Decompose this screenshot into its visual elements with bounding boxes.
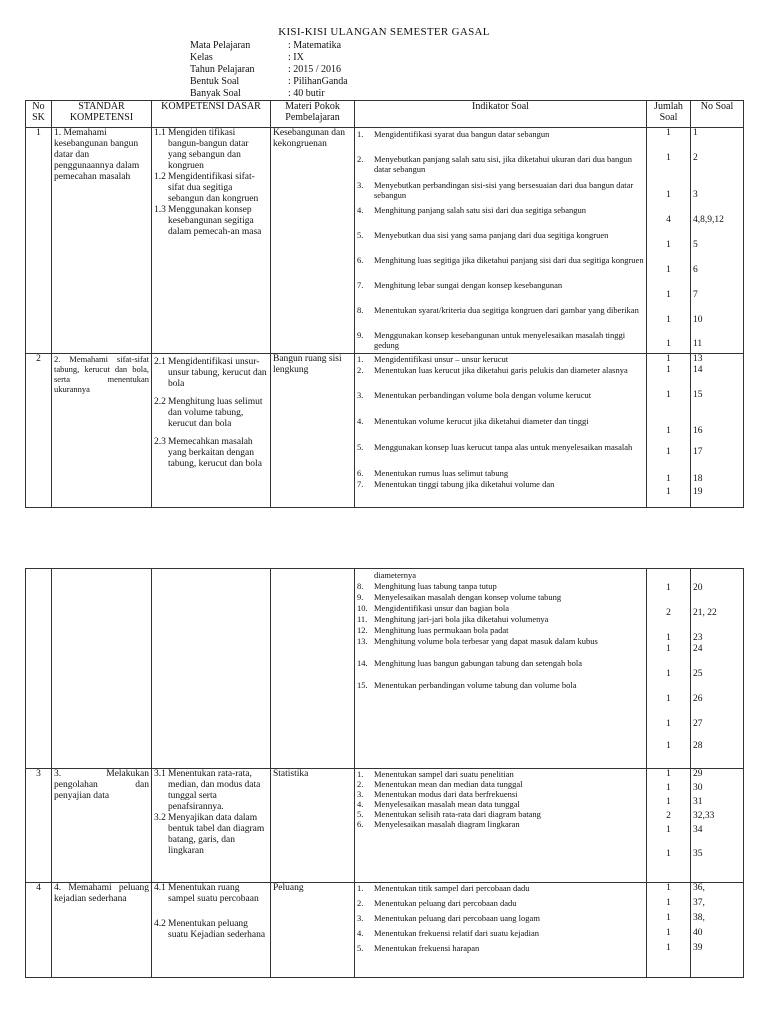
- indikator-item: 12. Menghitung luas permukaan bola padat: [357, 625, 509, 635]
- info-label: Mata Pelajaran: [190, 40, 251, 51]
- indikator-item: 5. Menggunakan konsep luas kerucut tanpa alas untuk menyelesaikan masalah: [357, 442, 633, 452]
- indikator-item: 11. Menghitung jari-jari bola jika diketahui volumenya: [357, 614, 549, 624]
- indikator-item: 1. Menentukan sampel dari suatu penelitian: [357, 769, 514, 779]
- header-standar-kompetensi: STANDAR KOMPETENSI: [52, 101, 152, 128]
- indikator-item: 4. Menentukan volume kerucut jika diketahui diameter dan tinggi: [357, 416, 589, 426]
- table-row-continuation: [26, 569, 744, 769]
- indikator-item: 14. Menghitung luas bangun gabungan tabung dan setengah bola: [357, 658, 582, 668]
- indikator-item: 5. Menentukan frekuensi harapan: [357, 943, 480, 953]
- document-title: KISI-KISI ULANGAN SEMESTER GASAL: [278, 26, 490, 38]
- cell-no: 1: [26, 128, 52, 354]
- kd-item: 2.2 Menghitung luas selimut dan volume tabung, kerucut dan bola: [154, 397, 263, 429]
- indikator-item: 13. Menghitung volume bola terbesar yang dapat masuk dalam kubus: [357, 636, 598, 646]
- header-no-sk: No SK: [26, 101, 52, 128]
- indikator-item: 1. Menentukan titik sampel dari percobaan dadu: [357, 883, 530, 893]
- indikator-item: 6. Menyelesaikan masalah diagram lingkaran: [357, 819, 520, 829]
- cell-kompetensi-dasar: [152, 769, 271, 883]
- indikator-item: 4. Menghitung panjang salah satu sisi dari dua segitiga sebangun: [357, 205, 586, 215]
- table-row: [26, 883, 744, 978]
- indikator-item: 6. Menentukan rumus luas selimut tabung: [357, 468, 509, 478]
- header-materi-pokok: Materi Pokok Pembelajaran: [271, 101, 355, 128]
- indikator-item: 5. Menyebutkan dua sisi yang sama panjang dari dua segitiga kongruen: [357, 230, 609, 240]
- info-label: Tahun Pelajaran: [190, 64, 255, 75]
- header-jumlah-soal: Jumlah Soal: [647, 101, 691, 128]
- kisi-kisi-table-page1: [25, 100, 744, 508]
- cell-materi-pokok: Peluang: [271, 883, 355, 978]
- indikator-item: 2. Menentukan peluang dari percobaan dadu: [357, 898, 517, 908]
- kd-item: 3.1 Menentukan rata-rata, median, dan modus data tunggal serta penafsirannya.: [154, 769, 261, 812]
- cell-no-soal: 29 30 31 32,33 34 35: [691, 769, 744, 883]
- cell-indikator-soal: [355, 354, 647, 508]
- table-header-row: [26, 101, 744, 128]
- info-value: : PilihanGanda: [288, 76, 348, 87]
- indikator-item: 10. Mengidentifikasi unsur dan bagian bola: [357, 603, 510, 613]
- indikator-item: 2. Menyebutkan panjang salah satu sisi, jika diketahui ukuran dari dua bangun datar sebangun: [357, 154, 633, 174]
- cell-no: 2: [26, 354, 52, 508]
- indikator-item: 5. Menentukan selisih rata-rata dari diagram batang: [357, 809, 541, 819]
- cell-no-soal: 13 14 15 16 17 18 19: [691, 354, 744, 508]
- kd-item: 1.1 Mengiden tifikasi bangun-bangun datar yang sebangun dan kongruen: [154, 128, 249, 171]
- cell-standar-kompetensi: 3. Melakukan pengolahan dan penyajian data: [52, 769, 152, 883]
- indikator-item: 2. Menentukan luas kerucut jika diketahui garis pelukis dan diameter alasnya: [357, 365, 628, 375]
- info-label: Bentuk Soal: [190, 76, 240, 87]
- cell-indikator-soal: [355, 569, 647, 769]
- cell-jumlah-soal: 1 1 1 2 1 1: [647, 769, 691, 883]
- indikator-item: 1. Mengidentifikasi unsur – unsur kerucut: [357, 354, 509, 364]
- cell-kompetensi-dasar: [152, 354, 271, 508]
- cell-no-soal: 36, 37, 38, 40 39: [691, 883, 744, 978]
- cell-indikator-soal: [355, 128, 647, 354]
- info-bentuk-soal: [190, 76, 348, 88]
- indikator-item: 1. Mengidentifikasi syarat dua bangun datar sebangun: [357, 129, 550, 139]
- cell-no: 4: [26, 883, 52, 978]
- indikator-item: 3. Menyebutkan perbandingan sisi-sisi yang bersesuaian dari dua bangun datar sebangun: [357, 180, 634, 200]
- info-value: : IX: [288, 52, 304, 63]
- cell-no-soal: 1 2 3 4,8,9,12 5 6 7 10 11: [691, 128, 744, 354]
- cell-jumlah-soal: 1 2 1 1 1 1 1 1: [647, 569, 691, 769]
- info-banyak-soal: [190, 88, 325, 100]
- indikator-item: 3. Menentukan modus dari data berfrekuensi: [357, 789, 518, 799]
- kisi-kisi-table-page2: [25, 568, 744, 978]
- indikator-item: 4. Menentukan frekuensi relatif dari suatu kejadian: [357, 928, 539, 938]
- info-label: Banyak Soal: [190, 88, 241, 99]
- cell-kompetensi-dasar: [152, 128, 271, 354]
- info-label: Kelas: [190, 52, 213, 63]
- cell-no-soal: 20 21, 22 23 24 25 26 27 28: [691, 569, 744, 769]
- indikator-item: 3. Menentukan perbandingan volume bola dengan volume kerucut: [357, 390, 592, 400]
- kd-item: 4.1 Menentukan ruang sampel suatu percobaan: [154, 883, 259, 904]
- header-indikator-soal: Indikator Soal: [355, 101, 647, 128]
- kd-item: 2.3 Memecahkan masalah yang berkaitan dengan tabung, kerucut dan bola: [154, 437, 262, 469]
- kd-item: 2.1 Mengidentifikasi unsur-unsur tabung, kerucut dan bola: [154, 357, 267, 389]
- cell-materi-pokok: Bangun ruang sisi lengkung: [271, 354, 355, 508]
- indikator-item: 7. Menghitung lebar sungai dengan konsep kesebangunan: [357, 280, 563, 290]
- cell-kompetensi-dasar: [152, 883, 271, 978]
- indikator-item: 2. Menentukan mean dan median data tunggal: [357, 779, 523, 789]
- indikator-item: diameternya: [374, 570, 417, 580]
- table-row: [26, 769, 744, 883]
- info-mata-pelajaran: [190, 40, 341, 52]
- kd-item: 1.3 Menggunakan konsep kesebangunan segitiga dalam pemecah-an masa: [154, 205, 262, 237]
- table-row: [26, 354, 744, 508]
- indikator-item: 4. Menyelesaikan masalah mean data tunggal: [357, 799, 520, 809]
- indikator-item: 15. Menentukan perbandingan volume tabung dan volume bola: [357, 680, 577, 690]
- table-row: [26, 128, 744, 354]
- cell-standar-kompetensi: 4. Memahami peluang kejadian sederhana: [52, 883, 152, 978]
- info-value: : 40 butir: [288, 88, 325, 99]
- indikator-item: 7. Menentukan tinggi tabung jika diketahui volume dan: [357, 479, 555, 489]
- indikator-item: 3. Menentukan peluang dari percobaan uang logam: [357, 913, 540, 923]
- info-tahun-pelajaran: [190, 64, 341, 76]
- cell-indikator-soal: [355, 883, 647, 978]
- header-no-soal: No Soal: [691, 101, 744, 128]
- info-kelas: [190, 52, 304, 64]
- indikator-item: 9. Menyelesaikan masalah dengan konsep volume tabung: [357, 592, 562, 602]
- cell-indikator-soal: [355, 769, 647, 883]
- indikator-item: 8. Menentukan syarat/kriteria dua segitiga kongruen dari gambar yang diberikan: [357, 305, 639, 315]
- cell-jumlah-soal: 1 1 1 1 1: [647, 883, 691, 978]
- indikator-item: 8. Menghitung luas tabung tanpa tutup: [357, 581, 497, 591]
- indikator-item: 9. Menggunakan konsep kesebangunan untuk menyelesaikan masalah tinggi gedung: [357, 330, 626, 350]
- cell-standar-kompetensi: 2. Memahami sifat-sifat tabung, kerucut dan bola, serta menentukan ukurannya: [52, 354, 152, 508]
- indikator-item: 6. Menghitung luas segitiga jika diketahui panjang sisi dari dua segitiga kongruen: [357, 255, 644, 265]
- info-value: : 2015 / 2016: [288, 64, 342, 75]
- cell-materi-pokok: Statistika: [271, 769, 355, 883]
- cell-materi-pokok: Kesebangunan dan kekongruenan: [271, 128, 355, 354]
- kd-item: 3.2 Menyajikan data dalam bentuk tabel dan diagram batang, garis, dan lingkaran: [154, 813, 265, 856]
- cell-jumlah-soal: 1 1 1 4 1 1 1 1 1: [647, 128, 691, 354]
- cell-no: 3: [26, 769, 52, 883]
- info-value: : Matematika: [288, 40, 342, 51]
- kd-item: 4.2 Menentukan peluang suatu Kejadian sederhana: [154, 919, 266, 940]
- cell-jumlah-soal: 1 1 1 1 1 1 1: [647, 354, 691, 508]
- cell-standar-kompetensi: 1. Memahami kesebangunan bangun datar dan penggunaannya dalam pemecahan masalah: [52, 128, 152, 354]
- kd-item: 1.2 Mengidentifikasi sifat-sifat dua segitiga sebangun dan kongruen: [154, 172, 259, 204]
- header-kompetensi-dasar: KOMPETENSI DASAR: [152, 101, 271, 128]
